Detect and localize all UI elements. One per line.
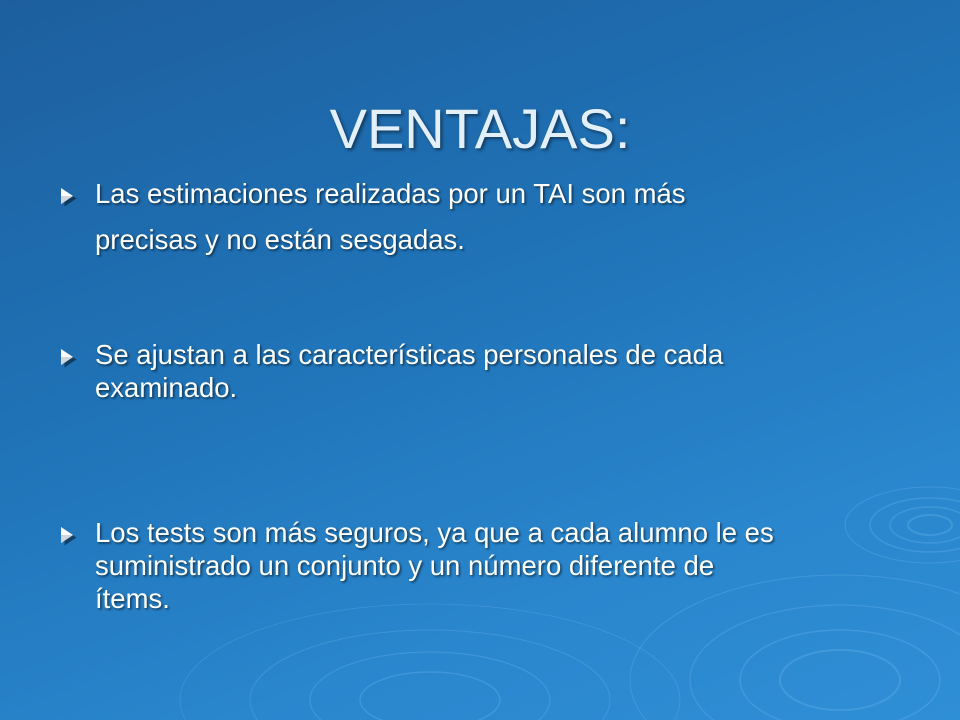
arrow-bullet-icon: [58, 526, 80, 546]
bullet-text: Las estimaciones realizadas por un TAI son más precisas y no están sesgadas.: [95, 178, 686, 255]
slide-title: VENTAJAS:: [329, 96, 631, 160]
bullet-item: [58, 338, 908, 404]
arrow-bullet-icon: [58, 348, 80, 368]
bullet-item: [58, 177, 908, 263]
bullet-item: [58, 516, 908, 615]
bullet-text: Los tests son más seguros, ya que a cada alumno le es suministrado un conjunto y un número diferente de ítems.: [95, 517, 774, 614]
arrow-bullet-icon: [58, 187, 80, 207]
bullet-text: Se ajustan a las características personales de cada examinado.: [95, 339, 724, 403]
